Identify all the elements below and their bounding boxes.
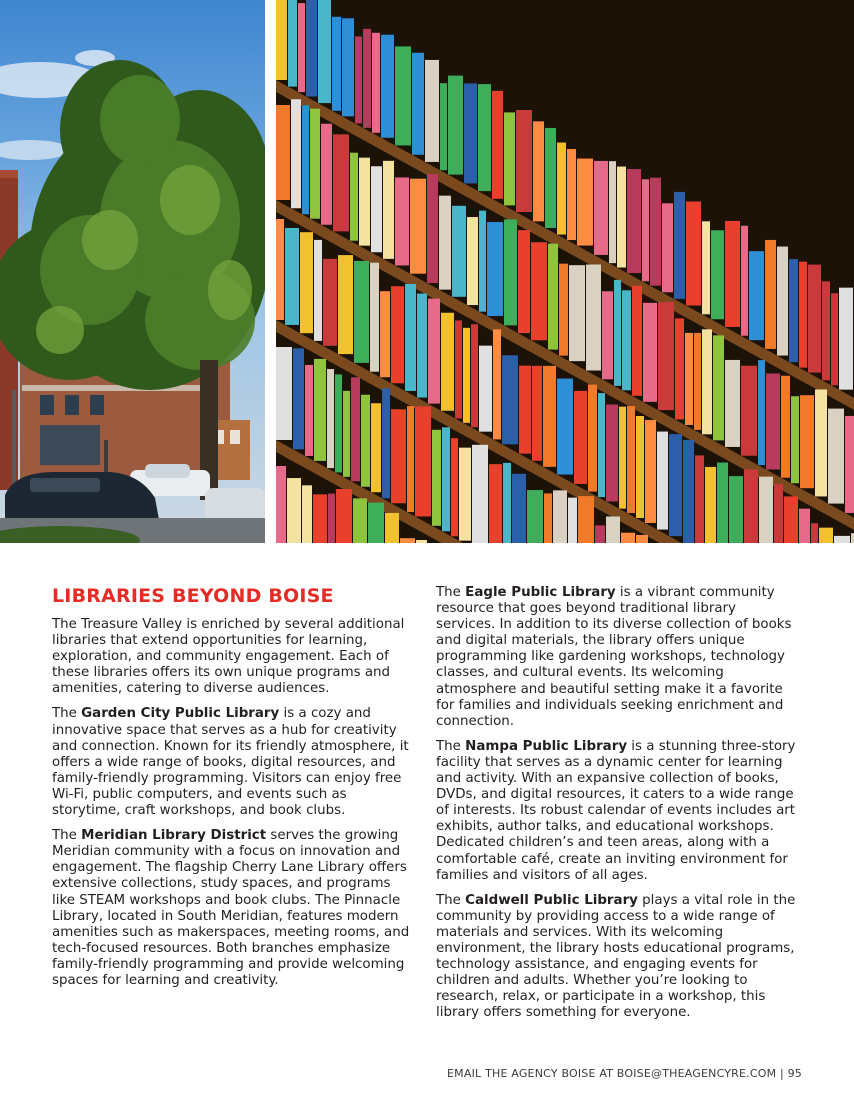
book-spine	[405, 284, 416, 391]
right-column	[436, 585, 798, 1030]
eagle-paragraph	[436, 585, 798, 730]
garden-city-prefix: The	[52, 706, 82, 722]
caldwell-library-name: Caldwell Public Library	[465, 892, 638, 908]
book-spine	[370, 263, 379, 372]
book-spine	[545, 128, 556, 228]
book-spine	[504, 219, 517, 325]
book-spine	[808, 265, 821, 373]
book-spine	[441, 313, 454, 411]
book-spine	[313, 494, 327, 543]
book-spine	[440, 83, 447, 170]
eagle-description: is a vibrant community resource that goes beyond traditional library services. In addition to its diverse collection of books and digital materials, the library offers unique programming like gardening workshops, technology classes, and cultural events. Its welcoming atmosphere and beautiful setting make it a favorite for families and individuals seeking enrichment and connection.	[436, 585, 792, 729]
book-spine	[335, 374, 342, 472]
book-spine	[442, 427, 450, 531]
book-spine	[834, 536, 850, 543]
book-spine	[385, 513, 399, 543]
book-spine	[800, 395, 814, 488]
book-spine	[415, 406, 431, 516]
book-spine	[569, 265, 585, 361]
book-spine	[353, 498, 367, 543]
book-spine	[479, 346, 492, 432]
book-spine	[504, 112, 515, 205]
book-spine	[302, 485, 312, 543]
book-spine	[606, 405, 618, 502]
book-spine	[288, 0, 297, 87]
book-spine	[305, 365, 313, 456]
book-spine	[725, 221, 740, 327]
book-spine	[777, 247, 788, 356]
book-spine	[606, 517, 620, 544]
book-spine	[516, 110, 532, 212]
book-spine	[674, 192, 685, 299]
book-spine	[713, 335, 724, 440]
book-spine	[333, 134, 349, 231]
book-spine	[359, 158, 370, 246]
book-spine	[594, 161, 608, 255]
book-spine	[702, 329, 712, 434]
book-spine	[487, 222, 503, 316]
book-spine	[675, 318, 684, 419]
book-spine	[410, 179, 426, 274]
page-footer: EMAIL THE AGENCY BOISE AT BOISE@THEAGENCYRE.COM | 95	[447, 1067, 802, 1080]
book-spine	[658, 302, 674, 410]
book-spine	[306, 0, 317, 97]
book-spine	[493, 329, 501, 439]
book-spine	[643, 303, 657, 402]
book-spine	[766, 374, 780, 470]
book-spine	[544, 493, 552, 543]
book-spine	[598, 393, 605, 497]
nampa-description: is a stunning three-story facility that serves as a dynamic center for learning and activity. With an expansive collection of books, DVDs, and digital resources, it caters to a wide range of interests. Its robust calendar of events includes art exhibits, author talks, and educational workshops. Dedicated children’s and teen areas, along with a comfortable café, create an inviting environment for families and visitors of all ages.	[436, 738, 796, 883]
book-spine	[645, 420, 656, 523]
book-spine	[548, 244, 558, 350]
book-spine	[276, 219, 284, 320]
book-spine	[614, 280, 621, 386]
book-spine	[781, 376, 790, 478]
book-spine	[758, 360, 765, 465]
book-spine	[395, 46, 411, 145]
book-spine	[321, 124, 332, 225]
book-spine	[557, 143, 566, 235]
garden-city-library-name: Garden City Public Library	[81, 706, 280, 722]
eagle-prefix: The	[436, 585, 466, 600]
book-spine	[492, 91, 503, 199]
book-spine	[543, 366, 556, 467]
book-spine	[391, 409, 406, 503]
book-spine	[822, 281, 830, 380]
book-spine	[467, 217, 478, 305]
book-spine	[368, 503, 384, 543]
book-spine	[683, 440, 694, 543]
book-spine	[314, 240, 322, 341]
book-spine	[749, 251, 764, 340]
book-spine	[448, 76, 463, 175]
book-spine	[695, 455, 704, 543]
book-spine	[471, 324, 478, 427]
meridian-library-name: Meridian Library District	[81, 828, 267, 844]
book-spine	[578, 496, 594, 543]
book-spine	[432, 430, 441, 526]
book-spine	[553, 490, 567, 543]
book-spine	[318, 0, 331, 103]
book-spine	[717, 463, 728, 543]
book-spine	[741, 366, 757, 456]
book-spine	[574, 391, 587, 484]
nampa-library-name: Nampa Public Library	[465, 738, 628, 754]
book-spine	[705, 467, 716, 543]
book-spine	[839, 288, 853, 390]
book-spine	[276, 0, 287, 80]
book-spine	[595, 525, 605, 543]
book-spine	[371, 403, 381, 492]
book-spine	[310, 109, 320, 219]
book-spine	[425, 60, 439, 162]
caldwell-prefix: The	[436, 892, 466, 908]
book-spine	[459, 448, 471, 541]
book-spine	[503, 463, 511, 543]
meridian-description: serves the growing Meridian community with a focus on innovation and engagement. The flagship Cherry Lane Library offers extensive collections, study spaces, and programs like STEAM workshops and book clubs. The Pinnacle Library, located in South Meridian, features modern amenities such as makerspaces, meeting rooms, and tech-focused resources. Both branches emphasize family-friendly programming and provide welcoming spaces for learning and creativity.	[52, 828, 410, 988]
book-spine	[621, 533, 635, 543]
book-spine	[332, 17, 341, 111]
bookshelf-illustration	[276, 0, 854, 543]
book-spine	[669, 434, 682, 536]
caldwell-description: plays a vital role in the community by providing access to a wide range of materials and services. With its welcoming environment, the library hosts educational programs, technology assistance, and engaging events for children and adults. Whether you’re looking to research, relax, or participate in a workshop, this library offers something for everyone.	[436, 892, 796, 1021]
book-spine	[328, 494, 335, 543]
book-spine	[831, 293, 838, 385]
book-spine	[744, 469, 758, 543]
book-spine	[774, 484, 783, 543]
book-spine	[489, 464, 502, 543]
book-spine	[407, 406, 414, 512]
book-spine	[533, 121, 544, 221]
book-spine	[617, 167, 626, 268]
book-spine	[662, 203, 673, 292]
book-spine	[702, 221, 710, 314]
nampa-prefix: The	[436, 738, 466, 754]
book-spine	[527, 490, 543, 543]
book-spine	[372, 33, 380, 133]
book-spine	[636, 416, 644, 518]
book-spine	[619, 407, 626, 509]
book-spine	[342, 18, 354, 116]
garden-city-paragraph	[52, 706, 414, 819]
book-spine	[380, 291, 390, 377]
street-tree-illustration	[0, 0, 265, 543]
book-spine	[811, 523, 818, 543]
book-spine	[472, 445, 488, 543]
book-spine	[686, 202, 701, 306]
book-spine	[799, 509, 810, 543]
book-spine	[711, 230, 724, 319]
book-spine	[531, 242, 547, 340]
book-spine	[427, 174, 438, 283]
book-spine	[381, 35, 394, 138]
book-spine	[400, 538, 415, 543]
book-spine	[568, 498, 577, 543]
book-spine	[577, 159, 593, 246]
book-spine	[815, 389, 827, 496]
bookshelf-photo	[276, 0, 854, 543]
book-spine	[632, 286, 642, 396]
book-spine	[557, 379, 573, 475]
book-spine	[451, 438, 458, 536]
book-spine	[627, 169, 641, 273]
book-spine	[371, 166, 382, 252]
book-spine	[338, 255, 353, 354]
book-spine	[323, 259, 337, 346]
book-spine	[479, 211, 486, 312]
book-spine	[657, 432, 668, 530]
book-spine	[622, 290, 631, 390]
book-spine	[428, 299, 440, 404]
street-tree-photo	[0, 0, 265, 543]
book-spine	[518, 230, 530, 333]
book-spine	[351, 377, 360, 481]
book-spine	[412, 53, 424, 155]
book-spine	[395, 177, 409, 265]
book-spine	[586, 265, 601, 371]
book-spine	[285, 228, 299, 325]
book-spine	[350, 153, 358, 241]
book-spine	[452, 206, 466, 297]
meridian-paragraph	[52, 828, 414, 989]
book-spine	[627, 406, 635, 513]
book-spine	[327, 369, 334, 468]
left-column	[52, 585, 414, 998]
book-spine	[343, 391, 350, 477]
section-heading: LIBRARIES BEYOND BOISE	[52, 585, 334, 607]
book-spine	[642, 179, 649, 281]
book-spine	[685, 333, 693, 425]
book-spine	[602, 291, 613, 379]
book-spine	[478, 84, 491, 191]
book-spine	[789, 259, 798, 362]
book-spine	[650, 178, 661, 286]
book-spine	[276, 347, 292, 440]
book-spine	[741, 226, 748, 336]
intro-paragraph: The Treasure Valley is enriched by several additional libraries that extend opportunities for learning, exploration, and community engagement. Each of these libraries offers its own unique programs and amenities, catering to diverse audiences.	[52, 617, 405, 697]
book-spine	[725, 360, 740, 447]
book-spine	[588, 385, 597, 492]
book-spine	[567, 149, 576, 240]
book-spine	[799, 262, 807, 368]
book-spine	[559, 264, 568, 356]
book-spine	[765, 240, 776, 349]
book-spine	[532, 366, 542, 461]
book-spine	[382, 388, 390, 498]
book-spine	[784, 496, 798, 543]
book-spine	[298, 3, 305, 92]
book-spine	[636, 535, 648, 543]
book-spine	[759, 477, 773, 543]
book-spine	[276, 105, 290, 200]
book-spine	[845, 416, 854, 513]
book-spine	[416, 540, 427, 543]
book-spine	[383, 161, 394, 259]
book-spine	[463, 328, 470, 423]
book-spine	[819, 528, 833, 543]
garden-city-description: is a cozy and innovative space that serves as a hub for creativity and connection. Known for its friendly atmosphere, it offers a wide range of books, digital resources, and family-friendly programming. Visitors can enjoy free Wi-Fi, public computers, and events such as storytime, craft workshops, and book clubs.	[52, 706, 409, 819]
book-spine	[363, 29, 371, 128]
book-spine	[293, 348, 304, 449]
book-spine	[694, 333, 701, 430]
book-spine	[355, 36, 362, 123]
book-spine	[391, 286, 404, 383]
book-spine	[354, 261, 369, 363]
nampa-paragraph	[436, 739, 798, 884]
meridian-prefix: The	[52, 828, 82, 844]
book-spine	[455, 320, 462, 418]
book-spine	[791, 396, 799, 483]
book-spine	[276, 466, 286, 543]
book-spine	[417, 294, 427, 398]
book-spine	[287, 478, 301, 543]
book-spine	[291, 99, 301, 208]
book-spine	[512, 474, 526, 543]
book-spine	[609, 161, 616, 263]
book-spine	[300, 232, 313, 333]
book-spine	[729, 476, 743, 543]
caldwell-paragraph	[436, 893, 798, 1022]
book-spine	[502, 355, 518, 444]
book-spine	[314, 359, 326, 461]
book-spine	[302, 105, 309, 214]
book-spine	[439, 196, 451, 290]
book-spine	[361, 395, 370, 487]
book-spine	[519, 366, 531, 454]
book-spine	[464, 83, 477, 183]
book-spine	[828, 409, 844, 504]
book-spine	[336, 489, 352, 543]
eagle-library-name: Eagle Public Library	[465, 585, 616, 600]
